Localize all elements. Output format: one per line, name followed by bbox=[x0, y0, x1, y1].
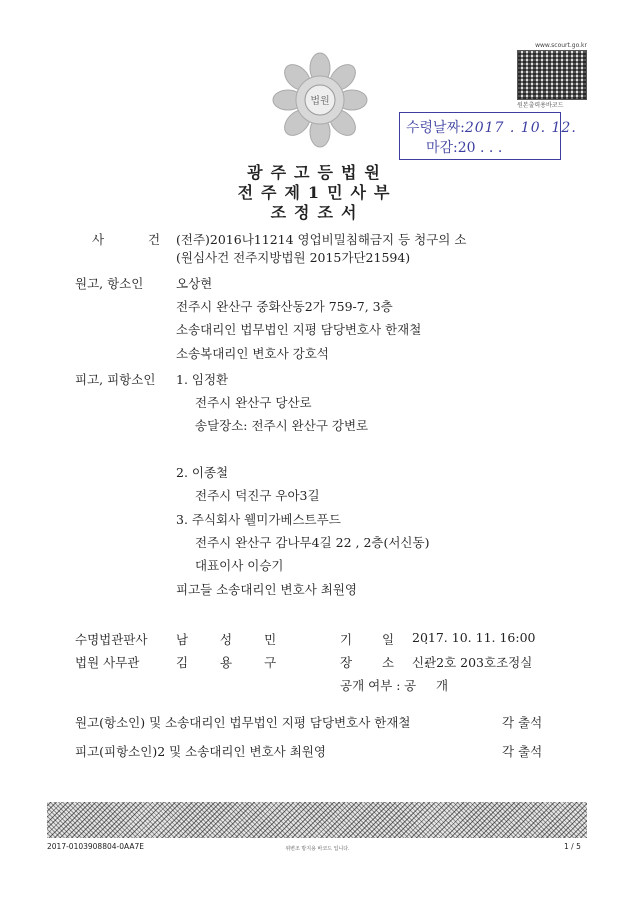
received-value: 2017 . 10. 12. bbox=[464, 120, 577, 136]
defendant-label: 피고, 피항소인 bbox=[75, 372, 156, 387]
emblem-label: 법원 bbox=[310, 96, 330, 107]
defendant-attorney: 피고들 소송대리인 변호사 최원영 bbox=[176, 582, 357, 597]
barcode-note: 위변조 방지용 바코드 입니다. bbox=[285, 846, 350, 852]
plaintiff-name: 오상현 bbox=[176, 276, 213, 291]
defendant-2-name: 2. 이종철 bbox=[176, 465, 229, 480]
division-title: 전주제1민사부 bbox=[237, 183, 398, 202]
barcode-image bbox=[517, 50, 587, 100]
anti-forgery-barcode bbox=[47, 802, 587, 838]
attendance-1-status: 각 출석 bbox=[502, 715, 543, 730]
defendant-1-address: 전주시 완산구 당산로 bbox=[195, 395, 312, 410]
plaintiff-attorney: 소송대리인 법무법인 지평 담당변호사 한재철 bbox=[176, 322, 422, 337]
defendant-1-service: 송달장소: 전주시 완산구 강변로 bbox=[195, 418, 369, 433]
deadline-label: 마감: bbox=[426, 140, 458, 156]
qr-url: www.scourt.go.kr bbox=[535, 42, 587, 49]
page-number: 1 / 5 bbox=[564, 842, 581, 851]
judge-label: 수명법관판사 bbox=[75, 632, 148, 647]
attendance-1-text: 원고(항소인) 및 소송대리인 법무법인 지평 담당변호사 한재철 bbox=[75, 715, 411, 730]
document-id: 2017-0103908804-0AA7E bbox=[47, 842, 144, 851]
case-number: (전주)2016나11214 영업비밀침해금지 등 청구의 소 bbox=[176, 232, 467, 247]
date-label: 기 일 : bbox=[340, 632, 429, 647]
original-case: (원심사건 전주지방법원 2015가단21594) bbox=[176, 250, 411, 265]
defendant-3-address: 전주시 완산구 감나무4길 22 , 2층(서신동) bbox=[195, 535, 430, 550]
place-label: 장 소 : bbox=[340, 655, 429, 670]
received-stamp bbox=[399, 112, 577, 160]
received-label: 수령날짜: bbox=[406, 120, 465, 136]
attendance-2-text: 피고(피항소인)2 및 소송대리인 변호사 최원영 bbox=[75, 744, 326, 759]
plaintiff-sub-attorney: 소송복대리인 변호사 강호석 bbox=[176, 346, 329, 361]
deadline-value: 20 . . . bbox=[457, 140, 503, 156]
court-title: 광주고등법원 bbox=[247, 163, 388, 182]
public-label: 공개 여부 : bbox=[340, 678, 401, 693]
qr-caption: 원본출력용바코드 bbox=[517, 102, 564, 109]
date-value: 2017. 10. 11. 16:00 bbox=[412, 630, 536, 645]
public-value: 공 개 bbox=[404, 678, 449, 693]
clerk-label: 법원 사무관 bbox=[75, 655, 140, 670]
court-emblem-icon bbox=[272, 52, 368, 148]
case-label: 사 건 bbox=[92, 232, 161, 247]
document-title: 조정조서 bbox=[270, 203, 365, 222]
defendant-2-address: 전주시 덕진구 우아3길 bbox=[195, 488, 320, 503]
defendant-3-name: 3. 주식회사 웰미가베스트푸드 bbox=[176, 512, 341, 527]
defendant-1-name: 1. 임정환 bbox=[176, 372, 229, 387]
place-value: 신관2호 203호조정실 bbox=[412, 655, 533, 670]
clerk-name: 김 용 구 bbox=[176, 655, 277, 670]
judge-name: 남 성 민 bbox=[176, 632, 277, 647]
attendance-2-status: 각 출석 bbox=[502, 744, 543, 759]
plaintiff-address: 전주시 완산구 중화산동2가 759-7, 3층 bbox=[176, 299, 393, 314]
defendant-3-rep: 대표이사 이승기 bbox=[195, 558, 284, 573]
plaintiff-label: 원고, 항소인 bbox=[75, 276, 144, 291]
